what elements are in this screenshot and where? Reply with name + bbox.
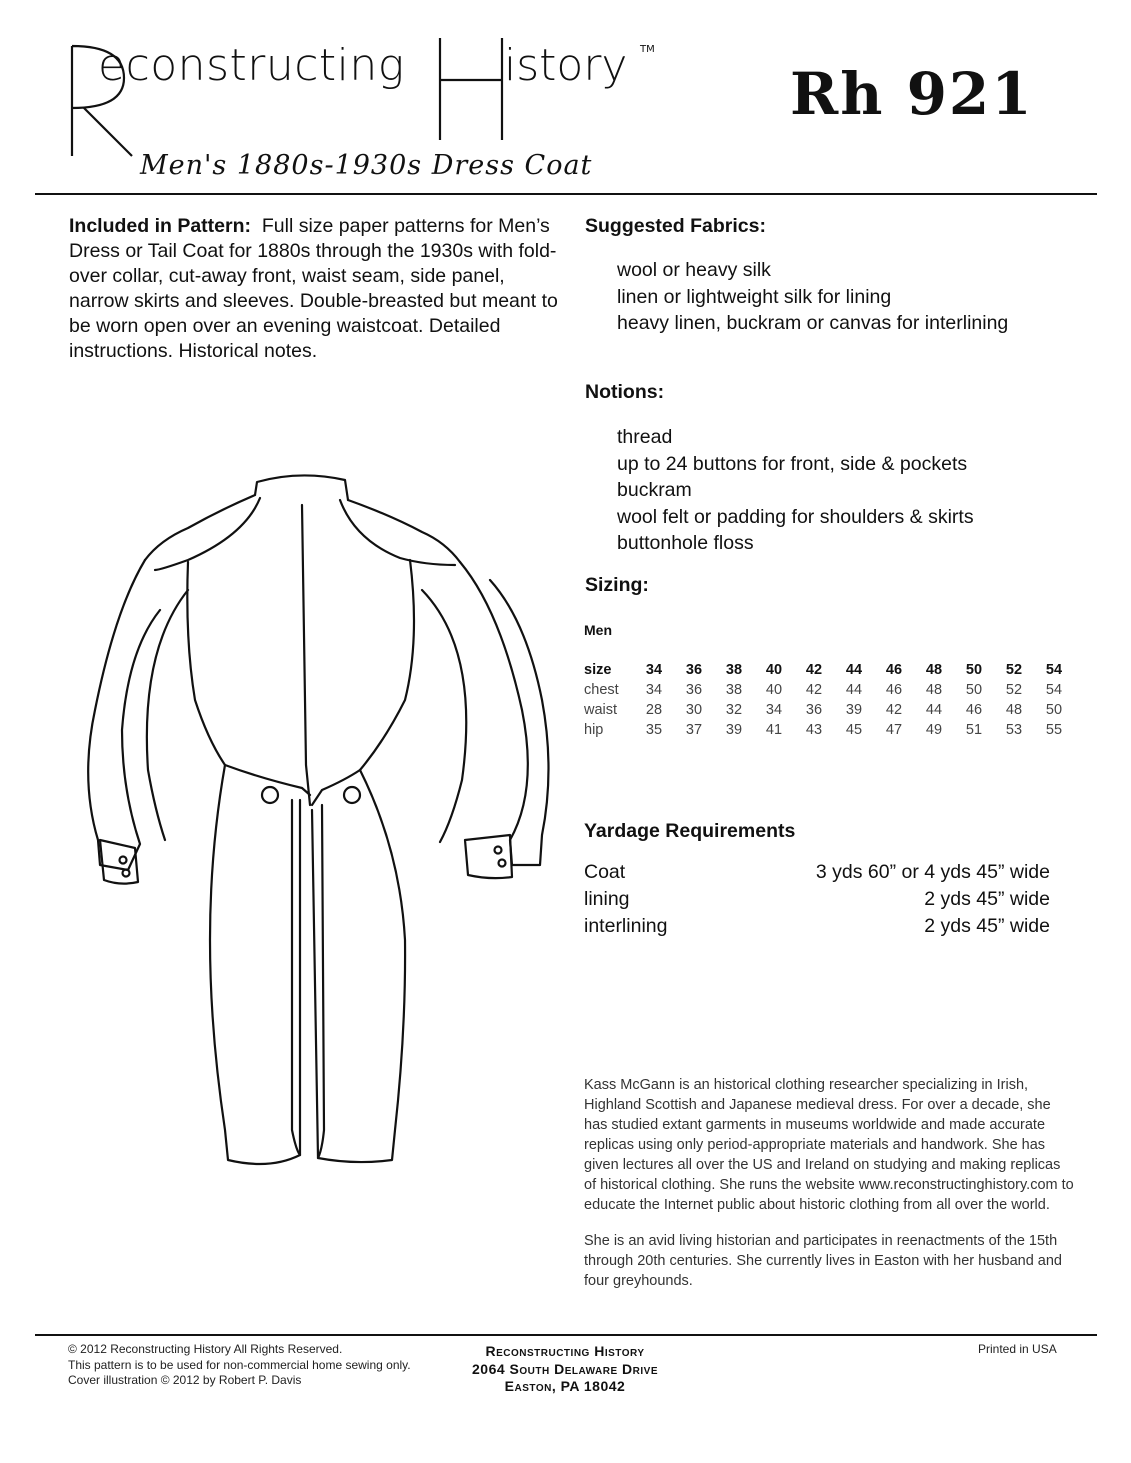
address-line: 2064 South Delaware Drive [472, 1360, 658, 1377]
list-item: buttonhole floss [617, 532, 754, 554]
included-label: Included in Pattern: [69, 215, 252, 237]
table-cell: 38 [725, 682, 743, 698]
table-cell: 36 [685, 662, 703, 678]
yardage-item: interlining [584, 915, 668, 937]
table-cell: 45 [845, 722, 863, 738]
notions-list [617, 424, 974, 557]
table-cell: 53 [1005, 722, 1023, 738]
table-row [580, 720, 1074, 740]
table-cell: 32 [725, 702, 743, 718]
table-cell: 34 [645, 662, 663, 678]
yardage-row [584, 915, 1050, 942]
table-cell: 44 [845, 682, 863, 698]
yardage-amount: 2 yds 45” wide [924, 888, 1050, 910]
address-line: Easton, PA 18042 [504, 1378, 626, 1394]
fabrics-list [617, 257, 1008, 337]
table-cell: 36 [805, 702, 823, 718]
address-line: Reconstructing History [485, 1343, 645, 1359]
copyright-notice [68, 1342, 411, 1389]
table-cell: 42 [805, 682, 823, 698]
table-cell: 48 [925, 682, 943, 698]
yardage-heading: Yardage Requirements [584, 820, 796, 842]
table-row [580, 700, 1074, 720]
list-item: wool or heavy silk [617, 259, 771, 281]
fabrics-heading: Suggested Fabrics: [585, 215, 766, 237]
table-cell: 44 [925, 702, 943, 718]
pattern-code: Rh 921 [790, 60, 1034, 128]
sizing-group-label: Men [584, 622, 612, 638]
row-label: hip [584, 722, 604, 738]
table-cell: 30 [685, 702, 703, 718]
bio-paragraph: Kass McGann is an historical clothing researcher specializing in Irish, Highland Scottish and Japanese medieval dress. For over a decade, she has studied extant garments in museums worldwide and made accurate replicas using only period-appropriate materials and handwork. She has given lectures all over the US and Ireland on studying and making replicas of historical clothing. She runs the website www.reconstructinghistory.com to educate the Internet public about historic clothing from all over the world. [584, 1077, 1074, 1213]
list-item: wool felt or padding for shoulders & skirts [617, 505, 974, 528]
table-row [580, 680, 1074, 700]
author-bio [584, 1075, 1074, 1307]
table-cell: 36 [685, 682, 703, 698]
table-cell: 28 [645, 702, 663, 718]
table-cell: 34 [645, 682, 663, 698]
yardage-item: lining [584, 888, 630, 910]
table-cell: 50 [965, 662, 983, 678]
included-in-pattern [69, 214, 559, 364]
yardage-table [584, 861, 1050, 942]
list-item: buckram [617, 479, 692, 501]
brand-logo [62, 28, 682, 158]
table-cell: 54 [1045, 662, 1063, 678]
table-cell: 37 [685, 722, 703, 738]
table-cell: 47 [885, 722, 903, 738]
yardage-item: Coat [584, 861, 626, 883]
list-item: thread [617, 426, 673, 448]
table-cell: 52 [1005, 662, 1023, 678]
table-cell: 49 [925, 722, 943, 738]
table-cell: 39 [725, 722, 743, 738]
svg-text:istory: istory [504, 40, 628, 91]
footer-divider [35, 1334, 1097, 1336]
yardage-row [584, 861, 1050, 888]
row-label: chest [584, 682, 619, 698]
list-item: up to 24 buttons for front, side & pockets [617, 452, 968, 475]
list-item: heavy linen, buckram or canvas for interlining [617, 312, 1009, 334]
table-cell: 34 [765, 702, 783, 718]
table-cell: 43 [805, 722, 823, 738]
table-cell: 42 [885, 702, 903, 718]
included-text: Full size paper patterns for Men’s Dress or Tail Coat for 1880s through the 1930s with fold-over collar, cut-away front, waist seam, side panel, narrow skirts and sleeves. Double-breasted but meant to be worn open over an evening waistcoat. Detailed instructions. Historical notes. [69, 215, 558, 362]
table-cell: 40 [765, 662, 783, 678]
table-cell: 48 [925, 662, 943, 678]
yardage-amount: 2 yds 45” wide [924, 915, 1050, 937]
table-cell: 55 [1045, 722, 1063, 738]
table-cell: 50 [965, 682, 983, 698]
table-cell: 44 [845, 662, 863, 678]
header-divider [35, 193, 1097, 195]
table-row [580, 660, 1074, 680]
table-cell: 51 [965, 722, 983, 738]
row-label: size [584, 662, 612, 678]
sizing-heading: Sizing: [585, 574, 649, 596]
list-item: linen or lightweight silk for lining [617, 285, 892, 308]
row-label: waist [584, 702, 618, 718]
table-cell: 42 [805, 662, 823, 678]
table-cell: 46 [885, 662, 903, 678]
copyright-line: © 2012 Reconstructing History All Rights Reserved. [68, 1342, 343, 1356]
size-table [580, 660, 1074, 740]
table-cell: 46 [965, 702, 983, 718]
table-cell: 52 [1005, 682, 1023, 698]
table-cell: 40 [765, 682, 783, 698]
svg-text:econstructing: econstructing [98, 40, 405, 91]
table-cell: 41 [765, 722, 783, 738]
table-cell: 54 [1045, 682, 1063, 698]
pattern-title: Men's 1880s-1930s Dress Coat [140, 150, 593, 181]
coat-illustration [60, 470, 560, 1190]
publisher-address [440, 1343, 690, 1396]
table-cell: 35 [645, 722, 663, 738]
bio-paragraph: She is an avid living historian and participates in reenactments of the 15th through 20th centuries. She currently lives in Easton with her husband and four greyhounds. [584, 1233, 1062, 1289]
printed-in: Printed in USA [978, 1342, 1057, 1356]
table-cell: 46 [885, 682, 903, 698]
table-cell: 39 [845, 702, 863, 718]
table-cell: 50 [1045, 702, 1063, 718]
usage-line: This pattern is to be used for non-commercial home sewing only. [68, 1357, 411, 1372]
table-cell: 48 [1005, 702, 1023, 718]
yardage-amount: 3 yds 60” or 4 yds 45” wide [815, 861, 1050, 883]
svg-text:TM: TM [640, 44, 655, 55]
table-cell: 38 [725, 662, 743, 678]
yardage-row [584, 888, 1050, 915]
illustration-credit: Cover illustration © 2012 by Robert P. Davis [68, 1373, 302, 1387]
notions-heading: Notions: [585, 381, 665, 403]
